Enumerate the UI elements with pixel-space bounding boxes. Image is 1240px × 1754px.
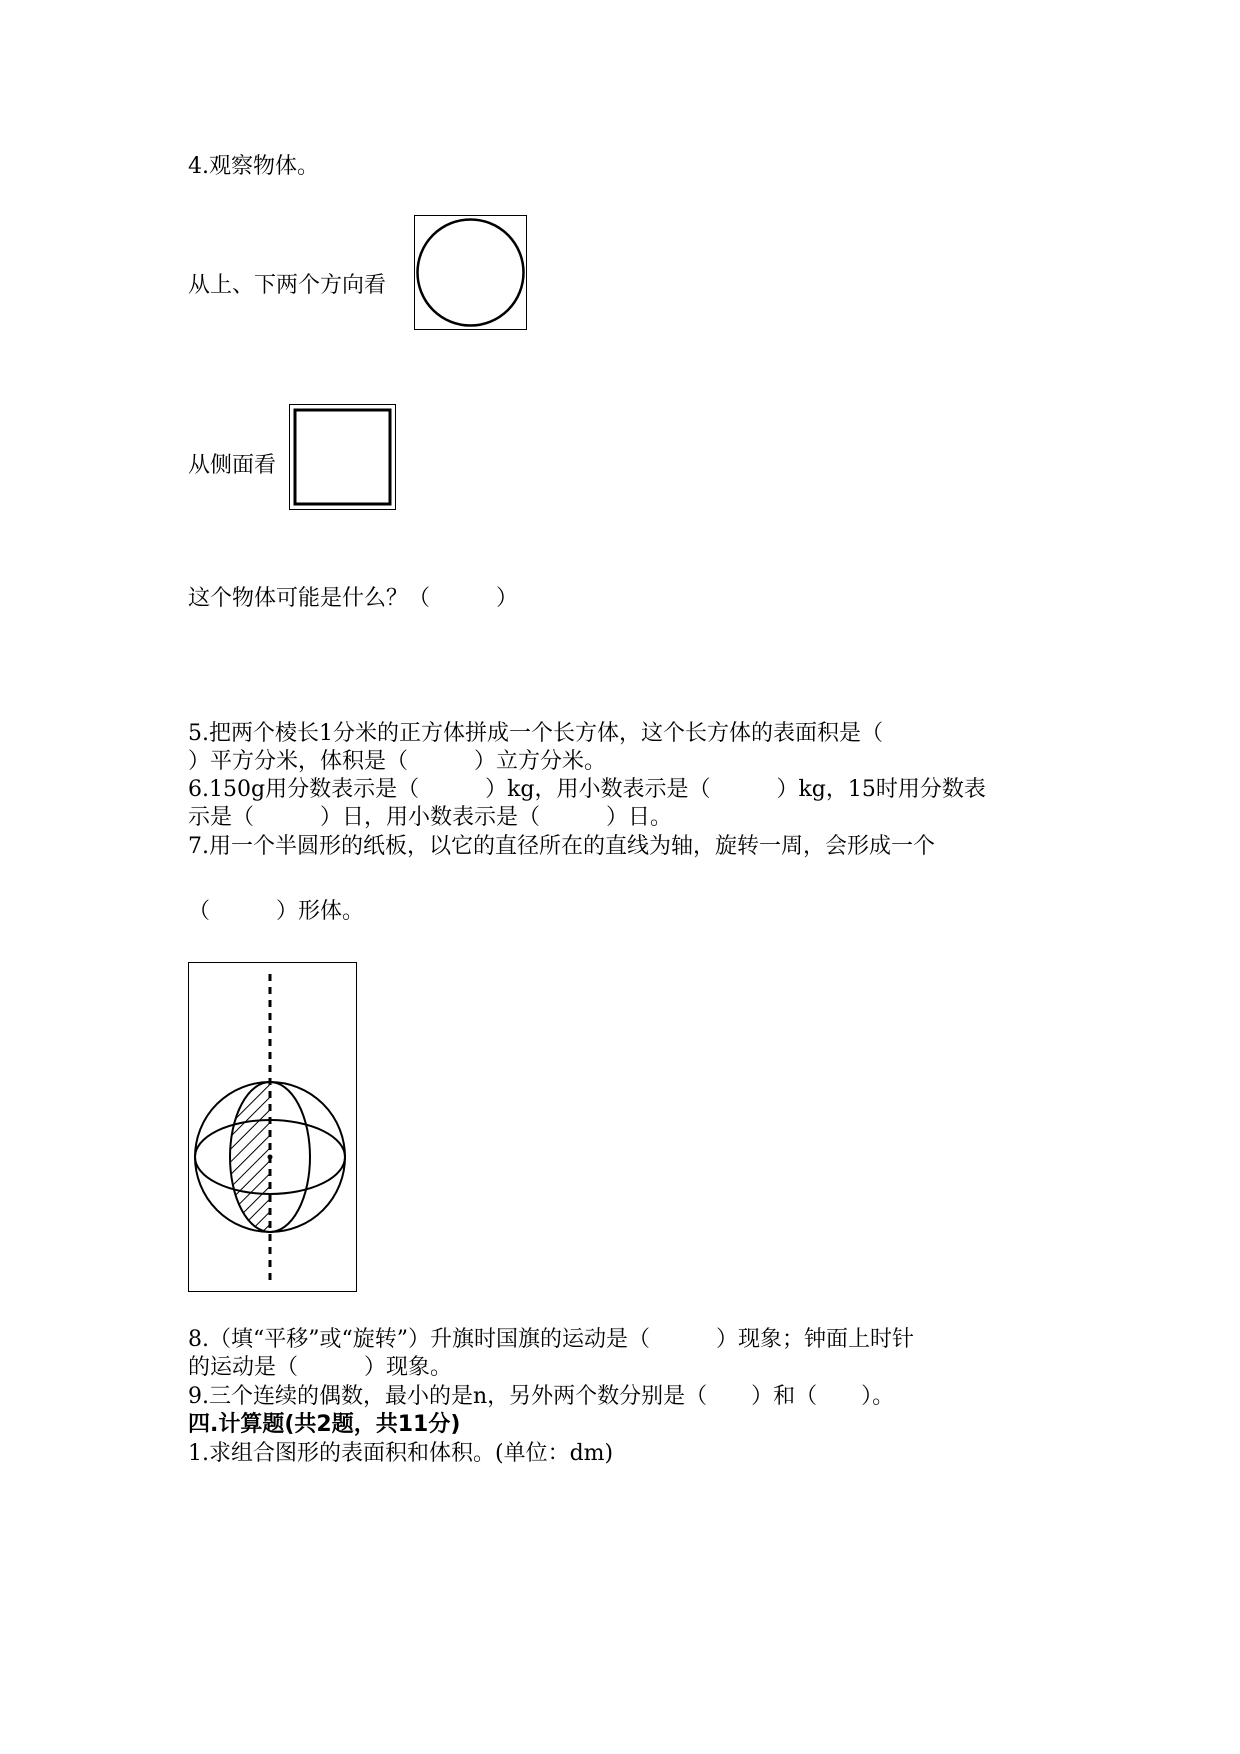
- side-view-label: 从侧面看: [188, 453, 277, 478]
- q7-line2: （ ）形体。: [188, 899, 365, 924]
- rotation-sphere-figure: [188, 962, 358, 1293]
- q8-line1: 8.（填“平移”或“旋转”）升旗时国旗的运动是（ ）现象；钟面上时针: [188, 1327, 914, 1352]
- q9-line1: 9.三个连续的偶数，最小的是n，另外两个数分别是（ ）和（ ）。: [188, 1384, 895, 1409]
- q6-line2: 示是（ ）日，用小数表示是（ ）日。: [188, 805, 673, 830]
- q8-line2: 的运动是（ ）现象。: [188, 1355, 453, 1380]
- q5-line1: 5.把两个棱长1分米的正方体拼成一个长方体，这个长方体的表面积是（: [188, 721, 883, 746]
- section4-q1: 1.求组合图形的表面积和体积。(单位：dm): [188, 1441, 614, 1466]
- side-view-square-figure: [289, 404, 397, 511]
- q4-question: 这个物体可能是什么？（ ）: [188, 586, 519, 611]
- q7-line1: 7.用一个半圆形的纸板，以它的直径所在的直线为轴，旋转一周，会形成一个: [188, 834, 935, 859]
- top-view-label: 从上、下两个方向看: [188, 273, 387, 298]
- q6-line1: 6.150g用分数表示是（ ）kg，用小数表示是（ ）kg，15时用分数表: [188, 777, 986, 802]
- q4-title: 4.观察物体。: [188, 154, 319, 179]
- q5-line2: ）平方分米，体积是（ ）立方分米。: [188, 749, 607, 774]
- top-view-circle-figure: [414, 215, 528, 331]
- section4-heading: 四.计算题(共2题，共11分): [188, 1412, 461, 1437]
